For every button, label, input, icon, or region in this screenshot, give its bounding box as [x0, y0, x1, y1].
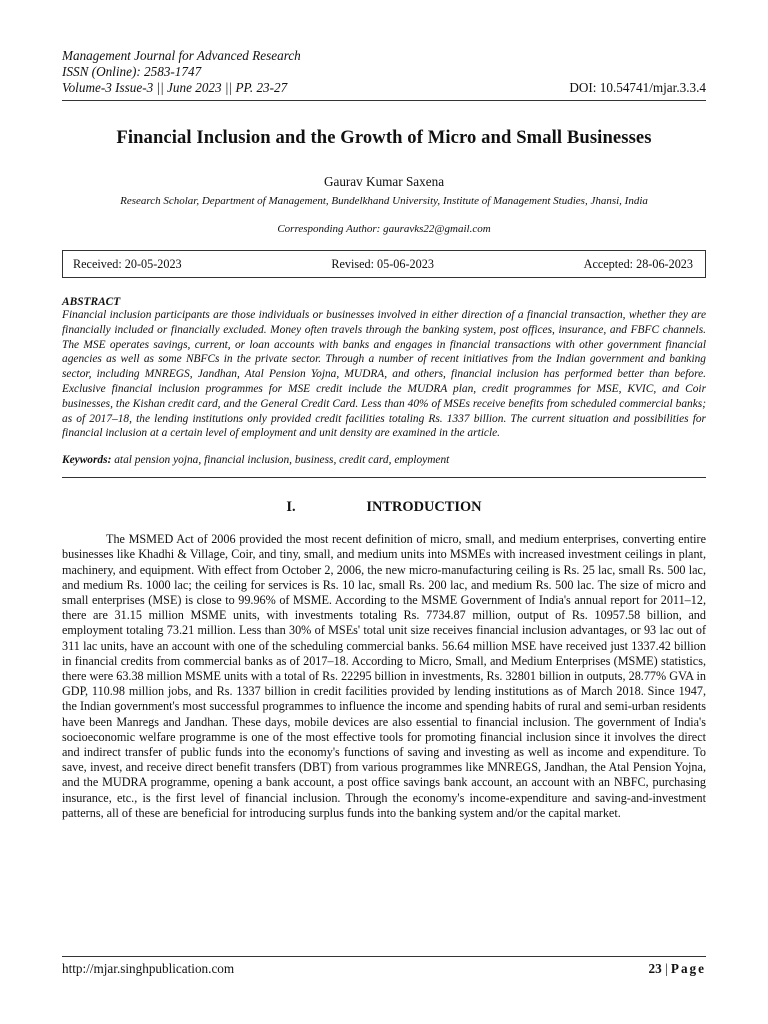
journal-header: [62, 48, 706, 96]
page-label: Page: [670, 961, 706, 976]
received-date: Received: 20-05-2023: [73, 256, 182, 271]
keywords-text: atal pension yojna, financial inclusion, business, credit card, employment: [114, 454, 450, 467]
accepted-date: Accepted: 28-06-2023: [583, 256, 693, 271]
article-title: Financial Inclusion and the Growth of Micro and Small Businesses: [116, 127, 652, 148]
doi: DOI: 10.54741/mjar.3.3.4: [569, 80, 706, 95]
dates-box: [62, 250, 706, 278]
journal-name: Management Journal for Advanced Research: [62, 48, 301, 63]
footer-divider: [62, 956, 706, 957]
page-indicator: [648, 961, 706, 977]
abstract-text: Financial inclusion participants are those individuals or businesses involved in either direction of a financial transaction, whether they are financially included or financially excluded. Money often travels through the banking system, post offices, insurance, and FBFC channels. The MSE operates savings, current, or loan accounts with banks and engages in financial transactions with other government financial agencies as well as some NBFCs in the private sector. Through a number of recent initiatives from the Indian government and banking sector, including MNREGS, Jandhan, Atal Pension Yojna, MUDRA, and others, financial inclusion has performed better than before. Exclusive financial inclusion programmes for MSE credit include the MUDRA plan, credit programmes for MSE, KVIC, and Coir businesses, the Kishan credit card, and the General Credit Card. Less than 40% of MSEs receive benefits from scheduled commercial banks; as of 2017–18, the lending institutions only provided credit facilities totaling Rs. 1337 billion. The current situation and possibilities for financial inclusion at a certain level of employment and unit density are examined in the article.: [62, 309, 706, 440]
section-title: INTRODUCTION: [366, 499, 482, 516]
section-heading-introduction: [62, 499, 706, 516]
journal-issn: ISSN (Online): 2583-1747: [62, 64, 202, 79]
revised-date: Revised: 05-06-2023: [331, 256, 434, 271]
journal-volume: Volume-3 Issue-3 || June 2023 || PP. 23-27: [62, 80, 288, 95]
page-separator: |: [661, 961, 671, 976]
keywords-label: Keywords:: [62, 454, 112, 467]
page-number: 23: [648, 961, 662, 976]
author-affiliation: Research Scholar, Department of Management, Bundelkhand University, Institute of Management Studies, Jhansi, India: [120, 195, 648, 207]
page-footer: [62, 961, 706, 977]
section-number: I.: [286, 499, 296, 516]
introduction-paragraph: The MSMED Act of 2006 provided the most recent definition of micro, small, and medium enterprises, converting entire businesses like Khadhi & Village, Coir, and tiny, small, and medium units into MSMEs with increased investment ceilings in plant, machinery, and equipment. With effect from October 2, 2006, the new micro-manufacturing ceiling is Rs. 25 lac, small Rs. 500 lac, and medium Rs. 1000 lac; the ceiling for services is Rs. 10 lac, small Rs. 200 lac, and medium Rs. 500 lac. The size of micro and small enterprises (MSE) is close to 99.96% of MSME. According to the MSME Government of India's annual report for 2011–12, there are 31.15 million MSME units, with investments totaling Rs. 7734.87 million, output of Rs. 10957.58 billion, and employment totaling 73.21 million. Less than 30% of MSEs' total unit size receives financial inclusion advantages, or 93 lac out of 311 lac units, have an account with one of the scheduling commercial banks. 56.64 million MSE have received just 1337.42 billion in financial credits from commercial banks as of 2017–18. According to Micro, Small, and Medium Enterprises (MSME) statistics, there were 63.38 million MSME units with a total of Rs. 22295 billion in investments, Rs. 32801 billion in outputs, 28.77% GVA in GDP, 110.98 million jobs, and Rs. 1337 billion in credit facilities provided by lending institutions as of March 2018. Since 1947, the Indian government's most successful programmes to influence the income and spending habits of rural and semi-urban residents have been Manregs and Jandhan. These days, mobile devices are also essential to financial inclusion. The government of India's socioeconomic welfare programme is one of the most effective tools for promoting financial inclusion since it involves the direct and indirect transfer of public funds into the economy's functions of saving and investing as well as income and expenditure. To save, invest, and receive direct benefit transfers (DBT) from various programmes like MNREGS, Jandhan, the Atal Pension Yojna, and the MUDRA programme, opening a bank account, a post office savings bank account, an account with an NBFC, purchasing insurance, etc., is the first level of financial inclusion. Through the economy's income-expenditure and saving-and-investment patterns, all of these are beneficial for introducing surplus funds into the banking system and/or the capital market.: [62, 532, 706, 820]
keywords: [62, 454, 706, 466]
keywords-divider: [62, 477, 706, 478]
author-name: Gaurav Kumar Saxena: [323, 174, 445, 189]
header-divider: [62, 100, 706, 101]
page-content: [62, 48, 706, 821]
footer-url[interactable]: http://mjar.singhpublication.com: [62, 961, 235, 976]
abstract-heading: ABSTRACT: [62, 296, 121, 308]
corresponding-author: Corresponding Author: gauravks22@gmail.com: [277, 223, 491, 235]
